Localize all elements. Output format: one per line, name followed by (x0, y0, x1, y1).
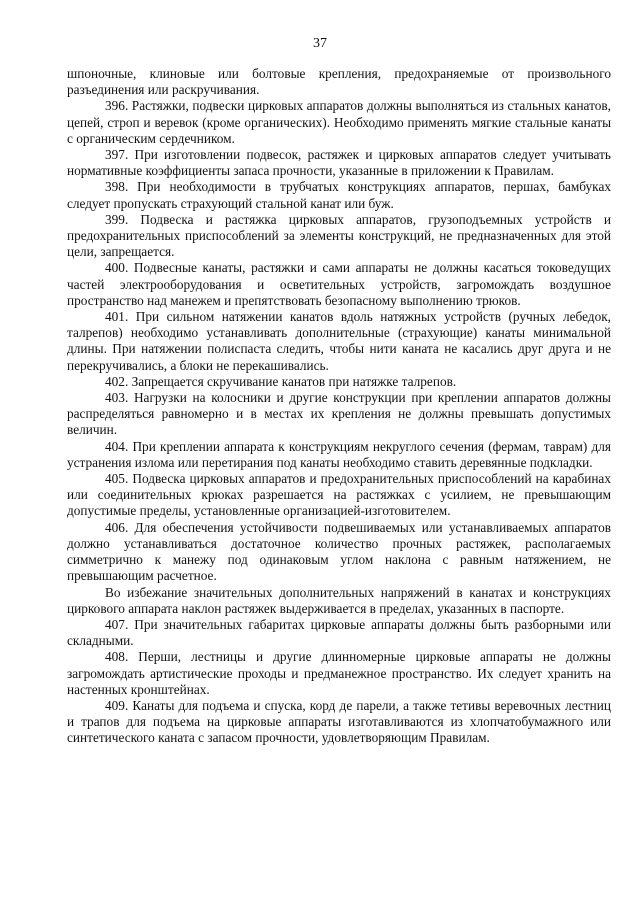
paragraph-403: 403. Нагрузки на колосники и другие конструкции при креплении аппаратов должны распределяться равномерно и в местах их крепления не должны превышать допустимых величин. (67, 390, 611, 438)
paragraph-continuation: шпоночные, клиновые или болтовые крепления, предохраняемые от произвольного разъединения или раскручивания. (67, 66, 611, 98)
paragraph-396: 396. Растяжки, подвески цирковых аппаратов должны выполняться из стальных канатов, цепей, строп и веревок (кроме органических). Необходимо применять мягкие стальные канаты с органическим сердечником. (67, 98, 611, 146)
paragraph-401: 401. При сильном натяжении канатов вдоль натяжных устройств (ручных лебедок, талрепов) необходимо устанавливать дополнительные (страхующие) канаты минимальной длины. При натяжении полиспаста следить, чтобы нити каната не касались друг друга и не перекручивались, а блоки не перекашивались. (67, 309, 611, 373)
paragraph-397: 397. При изготовлении подвесок, растяжек и цирковых аппаратов следует учитывать нормативные коэффициенты запаса прочности, указанные в приложении к Правилам. (67, 147, 611, 179)
paragraph-402: 402. Запрещается скручивание канатов при натяжке талрепов. (105, 373, 457, 389)
paragraph-406-note: Во избежание значительных дополнительных напряжений в канатах и конструкциях циркового аппарата наклон растяжек выдерживается в пределах, указанных в паспорте. (67, 584, 611, 616)
paragraph-404: 404. При креплении аппарата к конструкциям некруглого сечения (фермам, таврам) для устранения излома или перетирания под канаты необходимо ставить деревянные подкладки. (67, 438, 611, 470)
paragraph-408: 408. Перши, лестницы и другие длинномерные цирковые аппараты не должны загромождать артистические проходы и предманежное пространство. Их следует хранить на настенных кронштейнах. (67, 649, 611, 697)
paragraph-398: 398. При необходимости в трубчатых конструкциях аппаратов, першах, бамбуках следует пропускать страхующий стальной канат или буж. (67, 179, 611, 211)
paragraph-400: 400. Подвесные канаты, растяжки и сами аппараты не должны касаться токоведущих частей электрооборудования и осветительных устройств, загромождать воздушное пространство над манежем и препятствовать безопасному выполнению трюков. (67, 260, 611, 308)
document-body (67, 66, 611, 747)
paragraph-399: 399. Подвеска и растяжка цирковых аппаратов, грузоподъемных устройств и предохранительных приспособлений за элементы конструкций, не предназначенных для этой цели, запрещается. (67, 211, 611, 260)
paragraph-405: 405. Подвеска цирковых аппаратов и предохранительных приспособлений на карабинах или соединительных крюках разрешается на растяжках с усилием, не превышающим допустимые пределы, установленные организацией-изготовителем. (67, 471, 611, 519)
paragraph-407: 407. При значительных габаритах цирковые аппараты должны быть разборными или складными. (67, 616, 611, 649)
paragraph-406: 406. Для обеспечения устойчивости подвешиваемых или устанавливаемых аппаратов должно устанавливаться достаточное количество прочных растяжек, располагаемых симметрично к манежу под одинаковым углом наклона с равным натяжением, не превышающим расчетное. (67, 519, 611, 584)
page-number: 37 (313, 36, 327, 51)
paragraph-409: 409. Канаты для подъема и спуска, корд де парели, а также тетивы веревочных лестниц и трапов для подъема на цирковые аппараты изготавливаются из хлопчатобумажного или синтетического каната с запасом прочности, удовлетворяющим Правилам. (67, 697, 611, 746)
